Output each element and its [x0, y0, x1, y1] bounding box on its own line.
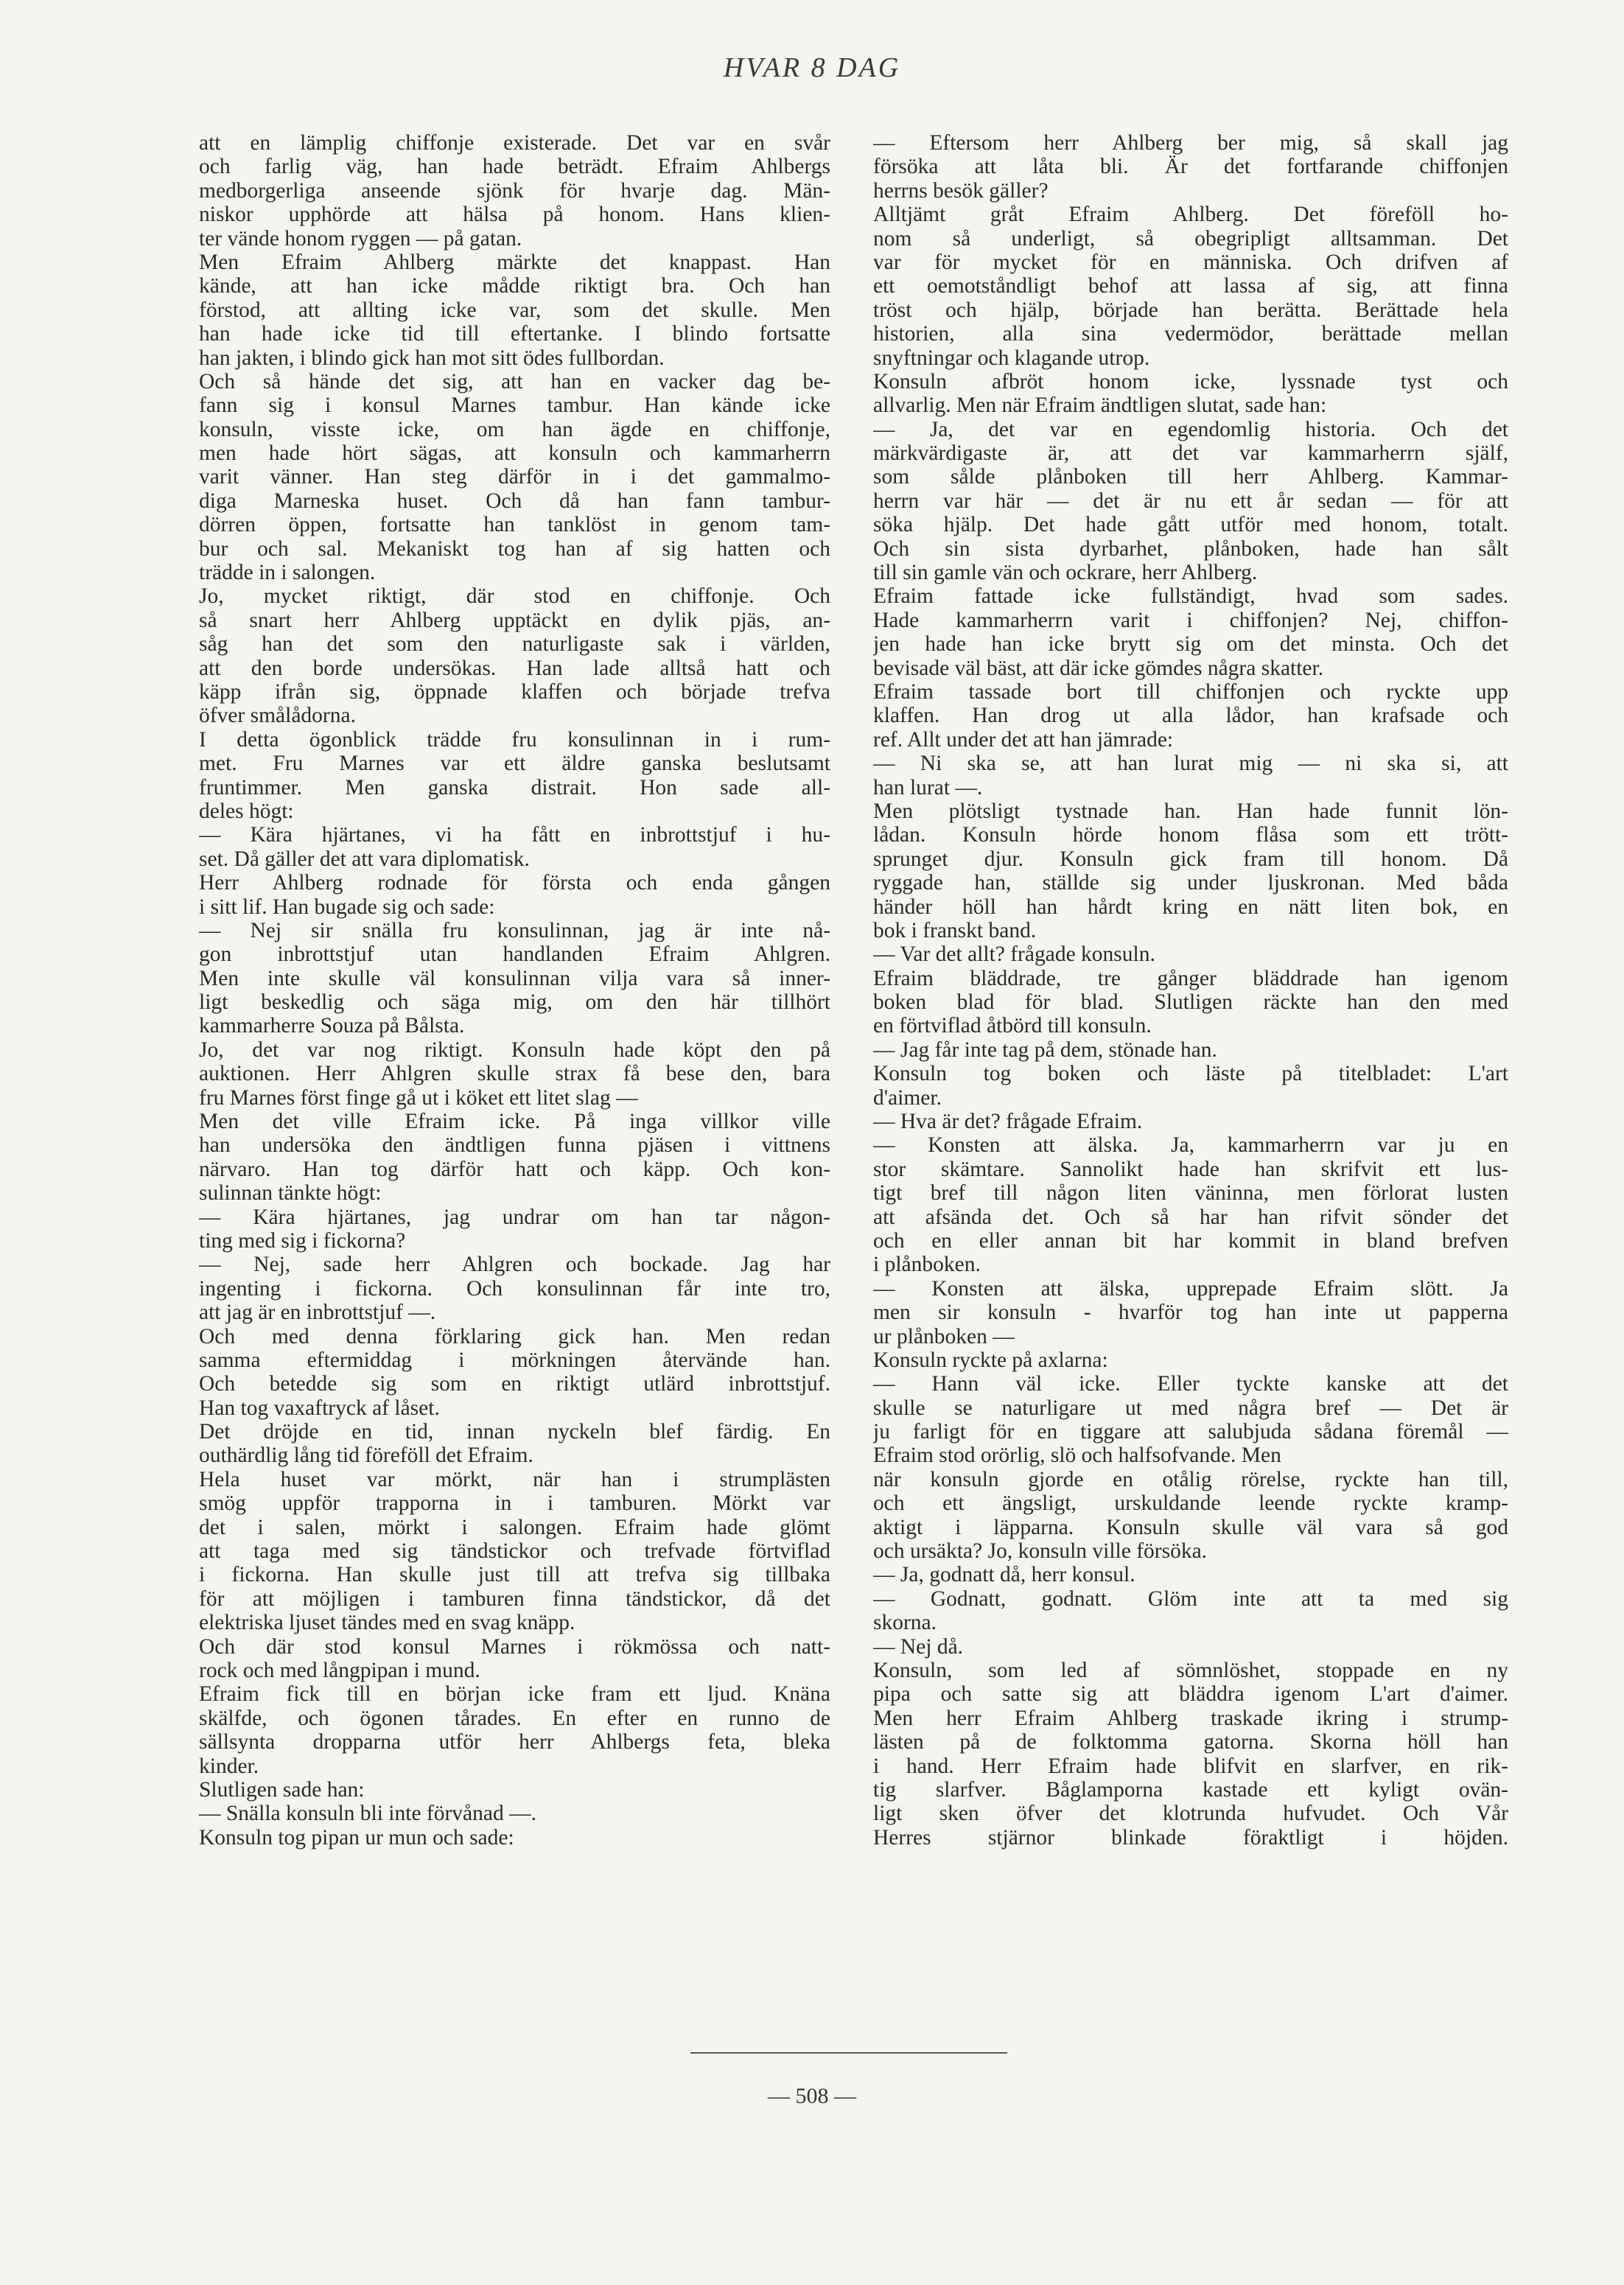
text-line: snyftningar och klagande utrop.	[873, 346, 1150, 370]
text-line: outhärdlig lång tid föreföll det Efraim.	[199, 1444, 533, 1468]
text-line: i plånboken.	[873, 1253, 981, 1277]
left-column	[199, 131, 830, 1850]
text-line: — Hann väl icke. Eller tyckte kanske att det	[873, 1372, 1508, 1396]
text-line: — Nej då.	[873, 1634, 964, 1659]
text-line: deles högt:	[199, 799, 294, 823]
text-line: och farlig väg, han hade beträdt. Efraim Ahlbergs	[199, 155, 830, 179]
text-line: medborgerliga anseende sjönk för hvarje dag. Män-	[199, 178, 830, 203]
text-line: Alltjämt gråt Efraim Ahlberg. Det föreföll ho-	[873, 203, 1508, 227]
text-line: försöka att låta bli. Är det fortfarande chiffonjen	[873, 155, 1508, 179]
text-line: ligt sken öfver det klotrunda hufvudet. Och Vår	[873, 1802, 1508, 1826]
text-line: Hade kammarherrn varit i chiffonjen? Nej, chiffon-	[873, 608, 1508, 632]
text-line: skälfde, och ögonen tårades. En efter en runno de	[199, 1706, 830, 1730]
text-line: ur plånboken —	[873, 1324, 1015, 1348]
text-line: — Ja, godnatt då, herr konsul.	[873, 1563, 1135, 1587]
text-line: och ursäkta? Jo, konsuln ville försöka.	[873, 1539, 1208, 1564]
text-line: — Ni ska se, att han lurat mig — ni ska si, att	[873, 752, 1508, 776]
text-line: Efraim stod orörlig, slö och halfsofvande. Men	[873, 1444, 1281, 1468]
text-line: han undersöka den ändtligen funna pjäsen i vittnens	[199, 1133, 830, 1158]
text-line: som sålde plånboken till herr Ahlberg. Kammar-	[873, 465, 1508, 489]
text-line: smög uppför trapporna in i tamburen. Mörkt var	[199, 1491, 830, 1516]
text-line: var för mycket för en människa. Och drifven af	[873, 250, 1508, 274]
text-line: Herres stjärnor blinkade föraktligt i höjden.	[873, 1825, 1508, 1850]
text-line: tig slarfver. Båglamporna kastade ett kyligt ovän-	[873, 1777, 1508, 1802]
text-line: fruntimmer. Men ganska distrait. Hon sade all-	[199, 775, 830, 799]
text-line: pipa och satte sig att bläddra igenom L'art d'aimer.	[873, 1682, 1508, 1707]
text-line: kammarherre Souza på Bålsta.	[199, 1014, 465, 1038]
text-line: att en lämplig chiffonje existerade. Det var en svår	[199, 131, 830, 155]
text-line: fru Marnes först finge gå ut i köket ett litet slag —	[199, 1085, 638, 1110]
text-line: ryggade han, ställde sig under ljuskronan. Med båda	[873, 871, 1508, 895]
text-line: lästen på de folktomma gatorna. Skorna höll han	[873, 1730, 1508, 1754]
text-line: Jo, det var nog riktigt. Konsuln hade köpt den på	[199, 1037, 830, 1062]
text-line: — Kära hjärtanes, jag undrar om han tar någon-	[199, 1205, 830, 1229]
text-line: i sitt lif. Han bugade sig och sade:	[199, 895, 495, 919]
text-line: — Jag får inte tag på dem, stönade han.	[873, 1037, 1217, 1062]
text-line: auktionen. Herr Ahlgren skulle strax få bese den, bara	[199, 1062, 830, 1086]
text-line: — Nej sir snälla fru konsulinnan, jag är inte nå-	[199, 918, 830, 942]
text-line: historien, alla sina vedermödor, berättade mellan	[873, 322, 1508, 346]
text-line: kände, att han icke mådde riktigt bra. Och han	[199, 274, 830, 298]
text-line: Och så hände det sig, att han en vacker dag be-	[199, 369, 830, 393]
text-line: att afsända det. Och så har han rifvit sönder det	[873, 1205, 1508, 1229]
text-line: så snart herr Ahlberg upptäckt en dylik pjäs, an-	[199, 608, 830, 632]
text-line: Konsuln afbröt honom icke, lyssnade tyst och	[873, 369, 1508, 393]
text-line: Och med denna förklaring gick han. Men redan	[199, 1324, 830, 1348]
text-line: sulinnan tänkte högt:	[199, 1181, 382, 1206]
text-line: — Eftersom herr Ahlberg ber mig, så skall jag	[873, 131, 1508, 155]
text-line: ett oemotståndligt behof att lassa af sig, att finna	[873, 274, 1508, 298]
text-line: han jakten, i blindo gick han mot sitt ödes fullbordan.	[199, 346, 665, 370]
text-line: — Godnatt, godnatt. Glöm inte att ta med sig	[873, 1586, 1508, 1611]
text-line: Men Efraim Ahlberg märkte det knappast. Han	[199, 250, 830, 274]
text-line: att den borde undersökas. Han lade alltså hatt och	[199, 656, 830, 680]
text-line: Och där stod konsul Marnes i rökmössa och natt-	[199, 1634, 830, 1659]
text-line: bok i franskt band.	[873, 918, 1037, 942]
text-line: varit vänner. Han steg därför in i det gammalmo-	[199, 465, 830, 489]
text-line: dörren öppen, fortsatte han tanklöst in genom tam-	[199, 513, 830, 537]
text-line: Slutligen sade han:	[199, 1777, 365, 1802]
text-line: skorna.	[873, 1611, 937, 1635]
text-line: — Ja, det var en egendomlig historia. Och det	[873, 417, 1508, 441]
text-line: såg han det som den naturligaste sak i världen,	[199, 632, 830, 657]
text-line: Konsuln tog boken och läste på titelbladet: L'art	[873, 1062, 1508, 1086]
text-line: ter vände honom ryggen — på gatan.	[199, 226, 522, 251]
text-line: han lurat —.	[873, 775, 983, 799]
text-line: — Konsten att älska, upprepade Efraim slött. Ja	[873, 1276, 1508, 1301]
text-line: Konsuln ryckte på axlarna:	[873, 1348, 1108, 1372]
text-line: och ett ängsligt, urskuldande leende ryckte kramp-	[873, 1491, 1508, 1516]
text-line: ting med sig i fickorna?	[199, 1228, 406, 1253]
text-line: käpp ifrån sig, öppnade klaffen och började trefva	[199, 679, 830, 704]
text-line: — Hva är det? frågade Efraim.	[873, 1110, 1143, 1134]
text-line: boken blad för blad. Slutligen räckte han den med	[873, 990, 1508, 1015]
text-line: sällsynta dropparna utför herr Ahlbergs feta, bleka	[199, 1730, 830, 1754]
text-line: det i salen, mörkt i salongen. Efraim hade glömt	[199, 1515, 830, 1539]
text-line: Hela huset var mörkt, när han i strumplästen	[199, 1467, 830, 1491]
text-line: Konsuln tog pipan ur mun och sade:	[199, 1825, 514, 1850]
text-line: ingenting i fickorna. Och konsulinnan får inte tro,	[199, 1276, 830, 1301]
text-line: märkvärdigaste är, att det var kammarherrn själf,	[873, 441, 1508, 466]
text-line: Det dröjde en tid, innan nyckeln blef färdig. En	[199, 1420, 830, 1444]
text-line: aktigt i läpparna. Konsuln skulle väl vara så god	[873, 1515, 1508, 1539]
text-line: Men inte skulle väl konsulinnan vilja vara så inner-	[199, 966, 830, 990]
text-line: i fickorna. Han skulle just till att trefva sig tillbaka	[199, 1563, 830, 1587]
text-line: rock och med långpipan i mund.	[199, 1659, 480, 1682]
text-line: närvaro. Han tog därför hatt och käpp. Och kon-	[199, 1157, 830, 1181]
text-line: Men herr Efraim Ahlberg traskade ikring i strump-	[873, 1706, 1508, 1730]
text-line: förstod, att allting icke var, som det skulle. Men	[199, 298, 830, 322]
text-line: niskor upphörde att hälsa på honom. Hans klien-	[199, 203, 830, 227]
text-line: herrn var här — det är nu ett år sedan — för att	[873, 489, 1508, 513]
text-line: — Snälla konsuln bli inte förvånad —.	[199, 1802, 536, 1826]
text-line: — Nej, sade herr Ahlgren och bockade. Jag har	[199, 1253, 830, 1277]
text-line: kinder.	[199, 1754, 259, 1778]
text-line: ligt beskedlig och säga mig, om den här tillhört	[199, 990, 830, 1015]
text-line: stor skämtare. Sannolikt hade han skrifvit ett lus-	[873, 1157, 1508, 1181]
text-line: till sin gamle vän och ockrare, herr Ahlberg.	[873, 561, 1258, 585]
text-line: men sir konsuln - hvarför tog han inte ut papperna	[873, 1301, 1508, 1325]
text-line: jen hade han icke brytt sig om det minsta. Och det	[873, 632, 1508, 657]
text-line: han hade icke tid till eftertanke. I blindo fortsatte	[199, 322, 830, 346]
text-line: när konsuln gjorde en otålig rörelse, ryckte han till,	[873, 1467, 1508, 1491]
text-line: lådan. Konsuln hörde honom flåsa som ett trött-	[873, 823, 1508, 847]
text-line: Han tog vaxaftryck af låset.	[199, 1396, 440, 1420]
end-of-article-rule	[690, 2052, 1007, 2054]
text-line: Men plötsligt tystnade han. Han hade funnit lön-	[873, 799, 1508, 823]
text-line: Men det ville Efraim icke. På inga villkor ville	[199, 1110, 830, 1134]
text-line: att taga med sig tändstickor och trefvade förtviflad	[199, 1539, 830, 1564]
text-line: samma eftermiddag i mörkningen återvände han.	[199, 1348, 830, 1372]
text-line: — Var det allt? frågade konsuln.	[873, 942, 1155, 967]
text-line: skulle se naturligare ut med några bref — Det är	[873, 1396, 1508, 1420]
text-line: diga Marneska huset. Och då han fann tambur-	[199, 489, 830, 513]
text-line: för att möjligen i tamburen finna tändstickor, då det	[199, 1586, 830, 1611]
text-line: i hand. Herr Efraim hade blifvit en slarfver, en rik-	[873, 1754, 1508, 1778]
right-column	[873, 131, 1508, 1850]
text-line: Jo, mycket riktigt, där stod en chiffonje. Och	[199, 584, 830, 609]
text-line: nom så underligt, så obegripligt alltsamman. Det	[873, 226, 1508, 251]
text-line: bevisade väl bäst, att där icke gömdes några skatter.	[873, 656, 1324, 680]
running-title: HVAR 8 DAG	[723, 52, 901, 83]
page-number: — 508 —	[768, 2084, 856, 2108]
text-line: klaffen. Han drog ut alla lådor, han krafsade och	[873, 704, 1508, 728]
text-line: Efraim fick till en början icke fram ett ljud. Knäna	[199, 1682, 830, 1707]
text-line: herrns besök gäller?	[873, 178, 1049, 203]
text-line: att jag är en inbrottstjuf —.	[199, 1301, 436, 1325]
text-line: bur och sal. Mekaniskt tog han af sig hatten och	[199, 536, 830, 561]
text-line: Efraim fattade icke fullständigt, hvad som sades.	[873, 584, 1508, 609]
text-line: ref. Allt under det att han jämrade:	[873, 727, 1174, 752]
text-line: sprunget djur. Konsuln gick fram till honom. Då	[873, 847, 1508, 871]
text-line: söka hjälp. Det hade gått utför med honom, totalt.	[873, 513, 1508, 537]
text-line: — Kära hjärtanes, vi ha fått en inbrottstjuf i hu-	[199, 823, 830, 847]
text-line: gon inbrottstjuf utan handlanden Efraim Ahlgren.	[199, 942, 830, 967]
text-line: öfver smålådorna.	[199, 704, 356, 728]
text-line: fann sig i konsul Marnes tambur. Han kände icke	[199, 393, 830, 418]
text-line: met. Fru Marnes var ett äldre ganska beslutsamt	[199, 752, 830, 776]
text-line: konsuln, visste icke, om han ägde en chiffonje,	[199, 417, 830, 441]
text-line: allvarlig. Men när Efraim ändtligen slutat, sade han:	[873, 393, 1327, 418]
text-line: trädde in i salongen.	[199, 561, 376, 585]
text-line: set. Då gäller det att vara diplomatisk.	[199, 847, 530, 871]
text-line: händer höll han hårdt kring en nätt liten bok, en	[873, 895, 1508, 919]
text-line: d'aimer.	[873, 1085, 942, 1110]
text-line: en förtviflad åtbörd till konsuln.	[873, 1014, 1152, 1038]
text-line: tigt bref till någon liten väninna, men förlorat lusten	[873, 1181, 1508, 1206]
text-line: och en eller annan bit har kommit in bland brefven	[873, 1228, 1508, 1253]
text-line: Herr Ahlberg rodnade för första och enda gången	[199, 871, 830, 895]
text-line: Konsuln, som led af sömnlöshet, stoppade en ny	[873, 1659, 1508, 1682]
text-line: tröst och hjälp, började han berätta. Berättade hela	[873, 298, 1508, 322]
text-line: Och betedde sig som en riktigt utlärd inbrottstjuf.	[199, 1372, 830, 1396]
text-line: Och sin sista dyrbarhet, plånboken, hade han sålt	[873, 536, 1508, 561]
text-line: men hade hört sägas, att konsuln och kammarherrn	[199, 441, 830, 466]
text-line: — Konsten att älska. Ja, kammarherrn var ju en	[873, 1133, 1508, 1158]
text-line: Efraim tassade bort till chiffonjen och ryckte upp	[873, 679, 1508, 704]
text-line: I detta ögonblick trädde fru konsulinnan in i rum-	[199, 727, 830, 752]
text-line: ju farligt för en tiggare att salubjuda sådana föremål —	[873, 1420, 1508, 1444]
text-line: elektriska ljuset tändes med en svag knäpp.	[199, 1611, 575, 1635]
text-line: Efraim bläddrade, tre gånger bläddrade han igenom	[873, 966, 1508, 990]
